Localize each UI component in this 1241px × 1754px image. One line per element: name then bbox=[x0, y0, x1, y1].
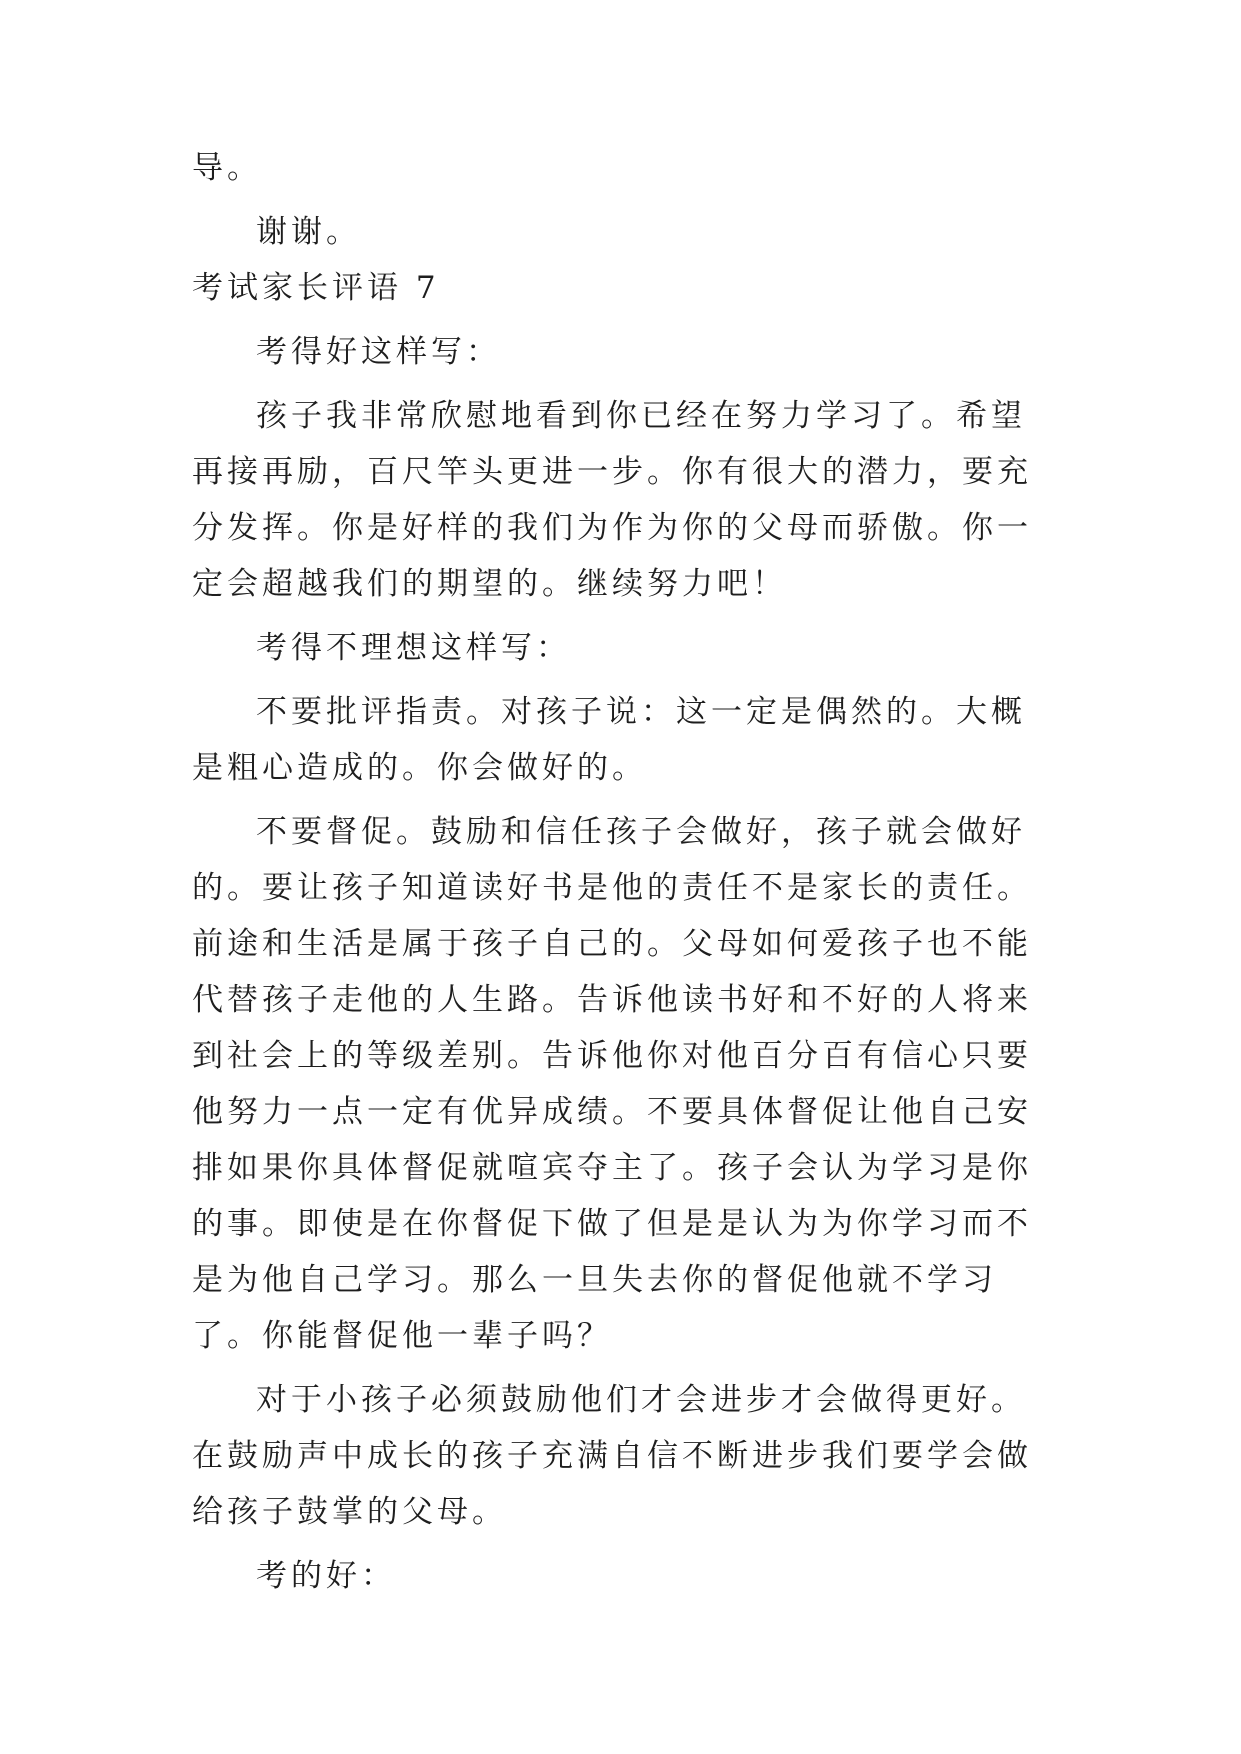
paragraph-continuation: 导。 bbox=[192, 150, 262, 186]
paragraph-encouragement: 对于小孩子必须鼓励他们才会进步才会做得更好。在鼓励声中成长的孩子充满自信不断进步我们要学会做给孩子鼓掌的父母。 bbox=[192, 1382, 1032, 1530]
paragraph-poor-score-comment: 不要批评指责。对孩子说：这一定是偶然的。大概是粗心造成的。你会做好的。 bbox=[192, 694, 1026, 786]
paragraph-good-score-intro: 考得好这样写： bbox=[256, 334, 501, 370]
paragraph-good-result: 考的好： bbox=[256, 1558, 396, 1594]
section-heading: 考试家长评语 7 bbox=[192, 270, 440, 306]
paragraph-no-supervision: 不要督促。鼓励和信任孩子会做好，孩子就会做好的。要让孩子知道读好书是他的责任不是家长的责任。前途和生活是属于孩子自己的。父母如何爱孩子也不能代替孩子走他的人生路。告诉他读书好和不好的人将来到社会上的等级差别。告诉他你对他百分百有信心只要他努力一点一定有优异成绩。不要具体督促让他自己安排如果你具体督促就喧宾夺主了。孩子会认为学习是你的事。即使是在你督促下做了但是是认为为你学习而不是为他自己学习。那么一旦失去你的督促他就不学习了。你能督促他一辈子吗？ bbox=[192, 814, 1032, 1354]
paragraph-thanks: 谢谢。 bbox=[256, 214, 361, 250]
paragraph-poor-score-intro: 考得不理想这样写： bbox=[256, 630, 571, 666]
paragraph-good-score-comment: 孩子我非常欣慰地看到你已经在努力学习了。希望再接再励，百尺竿头更进一步。你有很大的潜力，要充分发挥。你是好样的我们为作为你的父母而骄傲。你一定会超越我们的期望的。继续努力吧！ bbox=[192, 398, 1032, 602]
document-page bbox=[192, 140, 1048, 1604]
